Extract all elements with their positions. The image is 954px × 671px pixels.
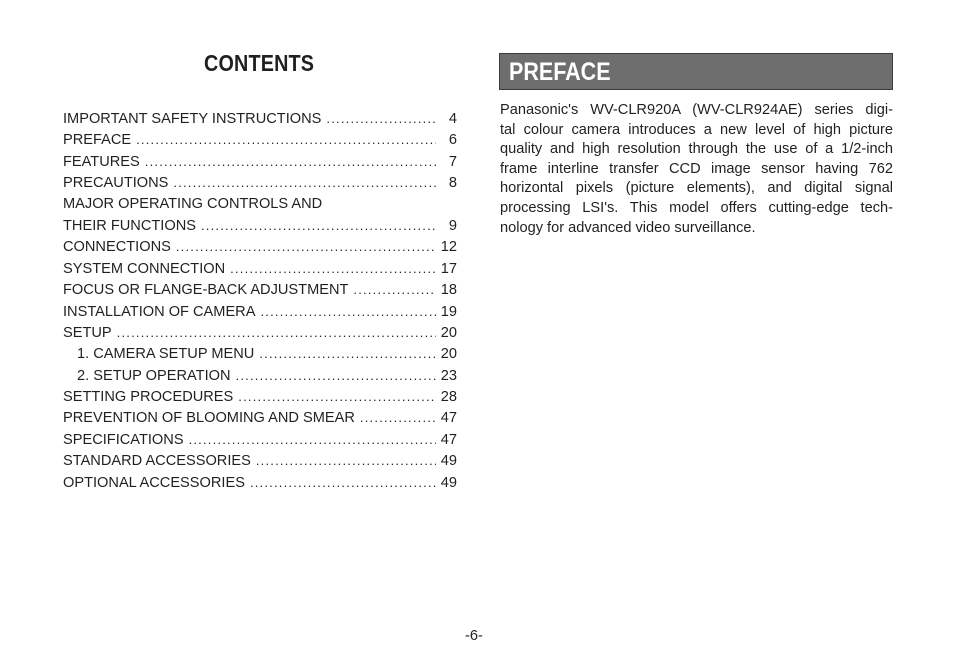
toc-leader-dots: [136, 129, 436, 150]
toc-leader-dots: [145, 151, 436, 172]
toc-entry-title: INSTALLATION OF CAMERA: [63, 303, 256, 320]
toc-entry-page: 23: [440, 367, 457, 384]
toc-leader-dots: [236, 365, 436, 386]
toc-entry-title: SYSTEM CONNECTION: [63, 260, 226, 277]
toc-entry[interactable]: [63, 450, 457, 471]
toc-leader-dots: [117, 322, 436, 343]
toc-entry-page: 49: [440, 474, 457, 491]
toc-entry[interactable]: [63, 429, 457, 450]
toc-entry-title: PREFACE: [63, 132, 132, 149]
toc-entry[interactable]: [63, 386, 457, 407]
preface-header-bar: [499, 53, 893, 90]
toc-leader-dots: [259, 343, 436, 364]
page-number: -6-: [465, 628, 483, 644]
toc-entry-title: SETTING PROCEDURES: [63, 389, 234, 406]
toc-entry[interactable]: [63, 194, 457, 215]
preface-text-line: Panasonic's WV-CLR920A (WV-CLR924AE) series digi-: [500, 102, 893, 118]
toc-entry-title: PRECAUTIONS: [63, 175, 169, 192]
toc-entry[interactable]: [63, 407, 457, 428]
toc-entry[interactable]: [63, 236, 457, 257]
toc-entry[interactable]: [63, 215, 457, 236]
toc-entry-page: 20: [440, 324, 457, 341]
toc-leader-dots: [238, 386, 436, 407]
toc-entry-title: FEATURES: [63, 153, 140, 170]
toc-entry-title: CONNECTIONS: [63, 239, 171, 256]
toc-entry-page: 6: [448, 132, 457, 149]
toc-leader-dots: [360, 407, 436, 428]
toc-entry[interactable]: [63, 279, 457, 300]
toc-entry-page: 19: [440, 303, 457, 320]
toc-entry[interactable]: [63, 322, 457, 343]
toc-entry-title: IMPORTANT SAFETY INSTRUCTIONS: [63, 111, 322, 127]
toc-entry[interactable]: [63, 365, 457, 386]
toc-entry[interactable]: [63, 129, 457, 150]
toc-entry-title: MAJOR OPERATING CONTROLS AND: [63, 195, 323, 212]
toc-entry-title: THEIR FUNCTIONS: [63, 217, 196, 234]
preface-text-line: quality and high resolution through the use of a 1/2-inch: [500, 141, 893, 158]
toc-leader-dots: [256, 450, 436, 471]
preface-text-line: nology for advanced video surveillance.: [500, 219, 756, 236]
toc-entry-page: 20: [440, 346, 457, 363]
preface-text-line: tal colour camera introduces a new level of high picture: [500, 121, 893, 138]
toc-entry-title: OPTIONAL ACCESSORIES: [63, 474, 245, 491]
toc-leader-dots: [353, 279, 436, 300]
toc-entry-page: 8: [448, 175, 457, 192]
toc-entry[interactable]: [63, 258, 457, 279]
toc-entry-page: 9: [448, 217, 457, 234]
toc-entry-title: 2. SETUP OPERATION: [77, 367, 231, 384]
toc-entry-page: 7: [448, 153, 457, 170]
toc-leader-dots: [176, 236, 436, 257]
toc-leader-dots: [201, 215, 436, 236]
toc-entry-page: 49: [440, 453, 457, 470]
toc-entry-title: STANDARD ACCESSORIES: [63, 453, 251, 470]
toc-entry[interactable]: [63, 108, 457, 129]
toc-leader-dots: [230, 258, 436, 279]
toc-entry-page: 12: [440, 239, 457, 256]
toc-entry-page: 4: [448, 111, 457, 127]
toc-leader-dots: [326, 108, 436, 129]
toc-entry-page: 47: [440, 410, 457, 427]
toc-entry-page: 47: [440, 431, 457, 448]
toc-entry[interactable]: [63, 343, 457, 364]
toc-entry[interactable]: [63, 301, 457, 322]
preface-text-line: frame interline transfer CCD image sensor having 762: [500, 160, 893, 177]
toc-leader-dots: [189, 429, 436, 450]
toc-entry-title: 1. CAMERA SETUP MENU: [77, 346, 255, 363]
preface-title: PREFACE: [509, 58, 611, 86]
toc-entry-page: 28: [440, 389, 457, 406]
toc-entry-title: SETUP: [63, 324, 112, 341]
toc-entry-page: 18: [440, 282, 457, 299]
preface-body: [500, 101, 893, 238]
toc-leader-dots: [250, 472, 436, 493]
toc-leader-dots: [173, 172, 436, 193]
toc-entry[interactable]: [63, 172, 457, 193]
preface-text-line: processing LSI's. This model offers cutting-edge tech-: [500, 199, 893, 216]
toc-entry-title: PREVENTION OF BLOOMING AND SMEAR: [63, 410, 355, 427]
toc-entry-title: FOCUS OR FLANGE-BACK ADJUSTMENT: [63, 282, 349, 299]
toc-entry[interactable]: [63, 151, 457, 172]
toc-entry-page: 17: [440, 260, 457, 277]
toc-entry[interactable]: [63, 472, 457, 493]
contents-title: CONTENTS: [204, 50, 315, 76]
toc-entry-title: SPECIFICATIONS: [63, 431, 184, 448]
toc-leader-dots: [260, 301, 436, 322]
table-of-contents: [63, 108, 457, 493]
preface-text-line: horizontal pixels (picture elements), and digital signal: [500, 180, 893, 197]
